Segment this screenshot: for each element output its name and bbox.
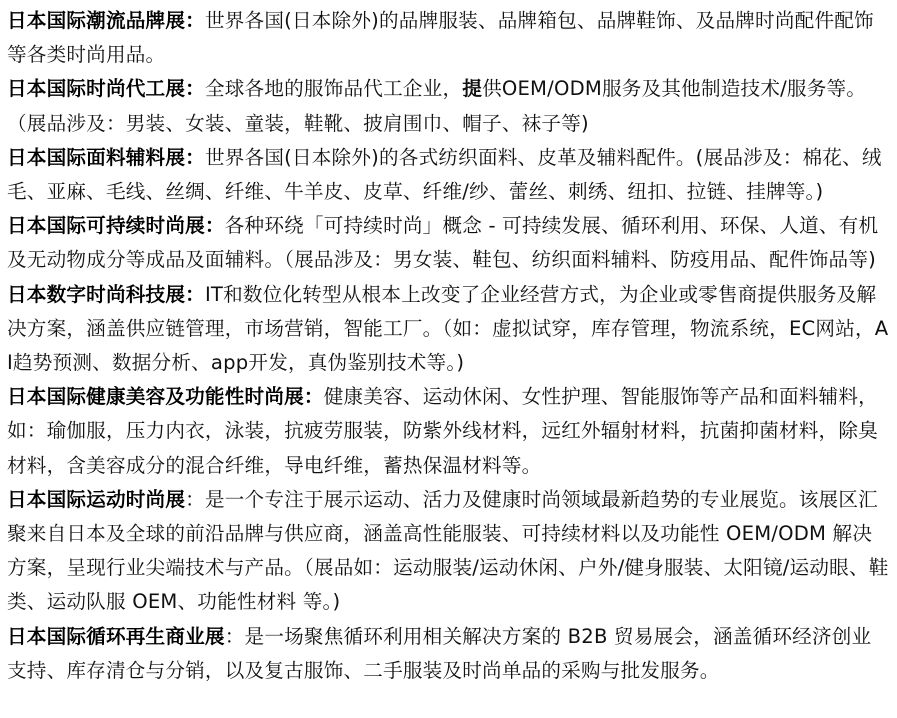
entry-title: 日本国际循环再生商业展 — [7, 624, 225, 648]
entry-health-beauty-functional-show — [7, 380, 889, 483]
entry-description: 健康美容、运动休闲、女性护理、智能服饰等产品和面料辅料，如：瑜伽服，压力内衣，泳装，抗疲劳服装，防紫外线材料，远红外辐射材料，抗菌抑菌材料，除臭材料，含美容成分的混合纤维，导电纤维，蓄热保温材料等。 — [7, 385, 878, 477]
entry-description: IT和数位化转型从根本上改变了企业经营方式，为企业或零售商提供服务及解决方案，涵盖供应链管理，市场营销，智能工厂。（如：虚拟试穿，库存管理，物流系统，EC网站，AI趋势预测、数据分析、app开发，真伪鉴别技术等。) — [7, 282, 889, 375]
entry-fashion-oem-show — [7, 72, 889, 140]
entry-title: 日本国际面料辅料展： — [7, 145, 205, 169]
entry-title: 日本数字时尚科技展： — [7, 282, 205, 306]
entry-description-emphasis: 提 — [462, 77, 483, 101]
entry-trend-brand-show — [7, 4, 889, 72]
entry-fabric-accessories-show — [7, 141, 889, 209]
entry-description-part-b: 供OEM/ODM服务及其他制造技术/服务等。 — [482, 77, 867, 101]
entry-sustainable-fashion-show — [7, 209, 889, 277]
entry-sports-fashion-show — [7, 483, 889, 620]
entry-title: 日本国际健康美容及功能性时尚展： — [7, 385, 324, 409]
entry-description: 世界各国(日本除外)的各式纺织面料、皮革及辅料配件。(展品涉及：棉花、绒毛、亚麻、毛线、丝绸、纤维、牛羊皮、皮草、纤维/纱、蕾丝、刺绣、纽扣、拉链、挂牌等。) — [7, 145, 882, 204]
entry-description: 世界各国(日本除外)的品牌服装、品牌箱包、品牌鞋饰、及品牌时尚配件配饰等各类时尚用品。 — [7, 9, 874, 67]
entry-title: 日本国际潮流品牌展： — [7, 9, 205, 32]
entry-description-part-a: 全球各地的服饰品代工企业， — [204, 77, 463, 101]
entry-description: 各种环绕「可持续时尚」概念 - 可持续发展、循环利用、环保、人道、有机及无动物成分等成品及面辅料。（展品涉及：男女装、鞋包、纺织面料辅料、防疫用品、配件饰品等) — [7, 214, 879, 272]
entry-title: 日本国际可持续时尚展： — [7, 214, 225, 238]
entry-title: 日本国际时尚代工展： — [7, 77, 205, 101]
entry-title: 日本国际运动时尚展 — [7, 487, 186, 511]
entry-description: ：是一个专注于展示运动、活力及健康时尚领域最新趋势的专业展览。该展区汇聚来自日本及全球的前沿品牌与供应商，涵盖高性能服装、可持续材料以及功能性 OEM/ODM 解决方案，呈现行业尖端技术与产品。（展品如：运动服装/运动休闲、户外/健身服装、太阳镜/运动眼、鞋类、运动队服 OEM、功能性材料 等。) — [7, 487, 889, 614]
entry-description: ：是一场聚焦循环利用相关解决方案的 B2B 贸易展会，涵盖循环经济创业支持、库存清仓与分销，以及复古服饰、二手服装及时尚单品的采购与批发服务。 — [7, 624, 872, 682]
entry-exhibit-note: （展品涉及：男装、女装、童装，鞋靴、披肩围巾、帽子、袜子等) — [7, 111, 589, 135]
entry-circular-business-show — [7, 620, 889, 688]
entry-digital-fashion-tech-show — [7, 278, 889, 381]
